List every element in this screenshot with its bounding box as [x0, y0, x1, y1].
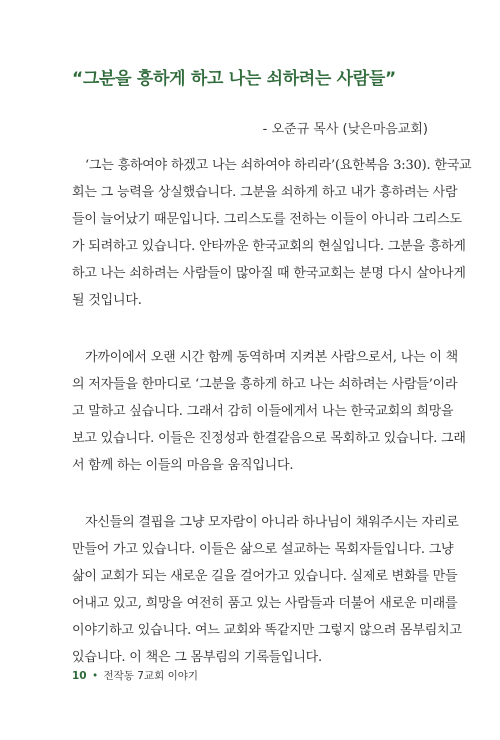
text-line: 의 저자들을 한마디로 ‘그분을 흥하게 하고 나는 쇠하려는 사람들’이라 — [72, 377, 458, 392]
text-line: 자신들의 결핍을 그냥 모자람이 아니라 하나님이 채워주시는 자리로 — [85, 515, 459, 530]
text-line: 어내고 있고, 희망을 여전히 품고 있는 사람들과 더불어 새로운 미래를 — [72, 596, 458, 611]
text-line: 삶이 교회가 되는 새로운 길을 걸어가고 있습니다. 실제로 변화를 만들 — [72, 569, 458, 584]
text-line: 들이 늘어났기 때문입니다. 그리스도를 전하는 이들이 아니라 그리스도 — [72, 212, 462, 227]
section-title: “그분을 흥하게 하고 나는 쇠하려는 사람들” — [72, 69, 396, 89]
paragraph-2 — [72, 344, 466, 479]
text-line: 서 함께 하는 이들의 마음을 움직입니다. — [72, 458, 294, 473]
author-attribution: - 오준규 목사 (낮은마음교회) — [262, 122, 428, 137]
text-line: 있습니다. 이 책은 그 몸부림의 기록들입니다. — [72, 650, 322, 665]
text-line: 회는 그 능력을 상실했습니다. 그분을 쇠하게 하고 내가 흥하려는 사람 — [72, 185, 458, 200]
text-line: 하고 나는 쇠하려는 사람들이 많아질 때 한국교회는 분명 다시 살아나게 — [72, 266, 466, 281]
text-line: 가까이에서 오랜 시간 함께 동역하며 지켜본 사람으로서, 나는 이 책 — [85, 350, 458, 365]
text-line: 만들어 가고 있습니다. 이들은 삶으로 설교하는 목회자들입니다. 그냥 — [72, 542, 454, 557]
text-line: 될 것입니다. — [72, 293, 142, 308]
paragraph-3 — [72, 509, 462, 671]
page-footer — [72, 668, 198, 683]
paragraph-1 — [72, 152, 472, 314]
page-number: 10 — [72, 670, 87, 682]
running-book-title: 전작동 7교회 이야기 — [103, 670, 199, 682]
text-line: ‘그는 흥하여야 하겠고 나는 쇠하여야 하리라’(요한복음 3:30). 한국교 — [85, 158, 472, 173]
text-line: 이야기하고 있습니다. 여느 교회와 똑같지만 그렇지 않으려 몸부림치고 — [72, 623, 462, 638]
text-line: 가 되려하고 있습니다. 안타까운 한국교회의 현실입니다. 그분을 흥하게 — [72, 239, 466, 254]
bullet-separator: • — [91, 670, 99, 682]
text-line: 보고 있습니다. 이들은 진정성과 한결같음으로 목회하고 있습니다. 그래 — [72, 431, 466, 446]
text-line: 고 말하고 싶습니다. 그래서 감히 이들에게서 나는 한국교회의 희망을 — [72, 404, 454, 419]
body-text — [72, 152, 472, 701]
